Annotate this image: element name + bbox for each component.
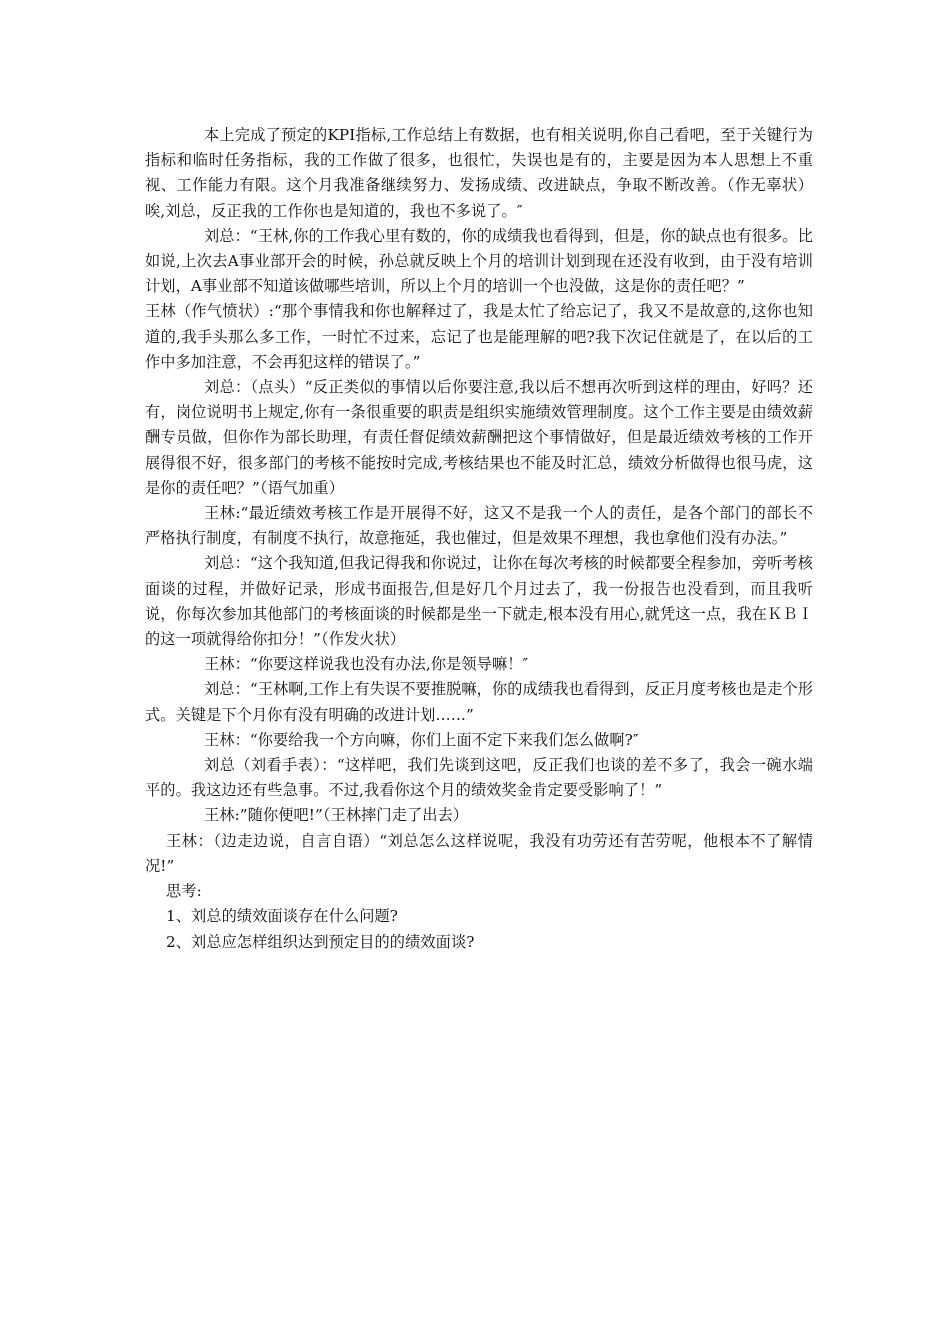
paragraph-wanglin-response-2: 王林:“最近绩效考核工作是开展得不好，这又不是我一个人的责任，是各个部门的部长不严格执行制度，有制度不执行，故意拖延，我也催过，但是效果不理想，我也拿他们没有办法。” [145, 504, 813, 548]
paragraph-wanglin-leaves: 王林:”随你便吧!”（王林摔门走了出去） [204, 806, 469, 825]
paragraph-wanglin-monologue: 王林：（边走边说，自言自语）“刘总怎么这样说呢，我没有功劳还有苦劳呢，他根本不了解情况!” [145, 831, 813, 875]
paragraph-liuzong-response-2: 刘总：（点头）“反正类似的事情以后你要注意,我以后不想再次听到这样的理由，好吗？还有，岗位说明书上规定,你有一条很重要的职责是组织实施绩效管理制度。这个工作主要是由绩效薪酬专员做，但你作为部长助理，有责任督促绩效薪酬把这个事情做好，但是最近绩效考核的工作开展得很不好，很多部门的考核不能按时完成,考核结果也不能及时汇总，绩效分析做得也很马虎，这是你的责任吧？”（语气加重） [145, 378, 813, 497]
paragraph-wanglin-summary: 本上完成了预定的KPI指标,工作总结上有数据，也有相关说明,你自己看吧，至于关键行为指标和临时任务指标，我的工作做了很多，也很忙，失误也是有的，主要是因为本人思想上不重视、工作能力有限。这个月我准备继续努力、发扬成绩、改进缺点，争取不断改善。（作无辜状）唉,刘总，反正我的工作你也是知道的，我也不多说了。″ [145, 126, 813, 220]
document-body [145, 123, 813, 955]
paragraph-wanglin-response-3: 王林：“你要这样说我也没有办法,你是领导嘛！″ [204, 655, 529, 674]
questions-heading: 思考: [166, 882, 202, 901]
paragraph-liuzong-response-1: 刘总：“王林,你的工作我心里有数的，你的成绩我也看得到，但是，你的缺点也有很多。比如说,上次去A事业部开会的时候，孙总就反映上个月的培训计划到现在还没有收到，由于没有培训计划，A事业部不知道该做哪些培训，所以上个月的培训一个也没做，这是你的责任吧？” [145, 226, 814, 296]
question-item-2: 2、刘总应怎样组织达到预定目的的绩效面谈? [166, 932, 475, 951]
paragraph-liuzong-response-3: 刘总：“这个我知道,但我记得我和你说过，让你在每次考核的时候都要全程参加，旁听考核面谈的过程，并做好记录，形成书面报告,但是好几个月过去了，我一份报告也没看到，而且我听说，你每次参加其他部门的考核面谈的时候都是坐一下就走,根本没有用心,就凭这一点，我在ＫＢＩ的这一项就得给你扣分！”（作发火状） [145, 554, 814, 649]
paragraph-wanglin-angry: 王林（作气愤状）:“那个事情我和你也解释过了，我是太忙了给忘记了，我又不是故意的,这你也知道的,我手头那么多工作，一时忙不过来，忘记了也是能理解的吧?我下次记住就是了，在以后的工作中多加注意，不会再犯这样的错误了。” [145, 302, 813, 371]
paragraph-wanglin-response-4: 王林：“你要给我一个方向嘛，你们上面不定下来我们怎么做啊?″ [204, 730, 639, 749]
question-item-1: 1、刘总的绩效面谈存在什么问题? [166, 907, 399, 926]
paragraph-liuzong-response-4: 刘总：“王林啊,工作上有失误不要推脱嘛，你的成绩我也看得到，反正月度考核也是走个形式。关键是下个月你有没有明确的改进计划……” [145, 680, 814, 724]
paragraph-liuzong-response-5: 刘总（刘看手表）：“这样吧，我们先谈到这吧，反正我们也谈的差不多了，我会一碗水端平的。我这边还有些急事。不过,我看你这个月的绩效奖金肯定要受影响了！” [145, 756, 813, 800]
